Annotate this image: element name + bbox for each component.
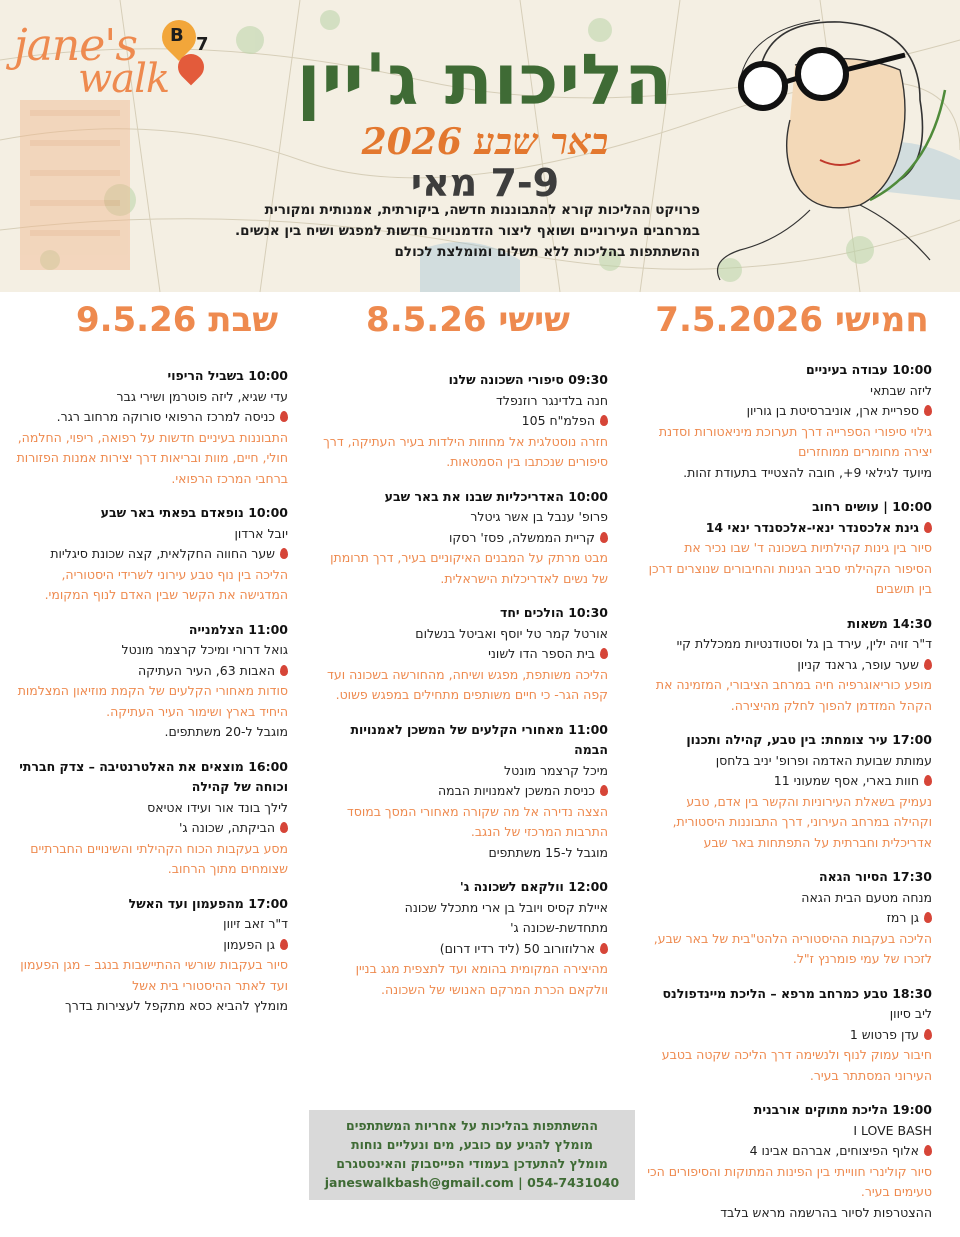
intro-line: במרחבים העירוניים ושואף ליצור הזדמנויות חדשות למפגש ושיח בין אנשים. xyxy=(235,223,700,239)
jane-jacobs-portrait-illustration xyxy=(700,10,950,280)
event-description: חיבור עמוק לנוף ולנשימה דרך הליכה שקטה בטבע העירוני המסתתר בעיר. xyxy=(661,1047,932,1083)
day-header-thursday: חמישי 7.5.2026 xyxy=(655,300,929,340)
event-title: 10:00 | עושים רחוב xyxy=(812,499,932,514)
event-guide: איילת קסיס ויובל בן ארי מתכלל שכונה מתחדשת-שכונה ג' xyxy=(404,899,608,935)
event-guide: ד"ר זאב זיוון xyxy=(223,916,288,931)
event-description: הצצה נדירה אל מה שקורה מאחורי המסך במוסד התרבות המרכזי של הנגב. xyxy=(346,803,608,839)
event-title: 10:00 האדריכליות שבנו את באר שבע xyxy=(384,488,608,504)
event-guide: אורטל קמר טל יוסף ואביטל בנשלום xyxy=(415,625,608,641)
event-description: התבוננות בעיניים חדשות על רפואה, ריפוי, החלמה, חולי, חיים, מוות ובריאות דרך יצירות אמנות הפזורות ברחבי המרכז הרפואי. xyxy=(16,429,288,486)
event-title: 17:00 מהפעמון ועד האשל xyxy=(128,895,288,911)
event-location: האבות 63, העיר העתיקה xyxy=(13,661,288,682)
event-item xyxy=(323,877,608,1000)
event-description: הליכה בין נוף טבע עירוני לשרידי היסטוריה, המדגישה את הקשר שבין האדם לנוף המקומי. xyxy=(44,566,288,602)
event-title: 10:30 הולכים יחד xyxy=(499,605,608,620)
event-note: מוגבל ל-20 משתתפים. xyxy=(164,724,288,739)
event-item xyxy=(647,360,932,483)
event-title: 18:30 טבע כמרחב מרפא – הליכת מיינדפולנס xyxy=(662,985,932,1001)
day-header-friday: שישי 8.5.26 xyxy=(366,300,570,340)
event-title: 16:00 מוצאים את האלטרנטיבה – צדק חברתי וכוחה של קהילה xyxy=(19,758,288,794)
event-location: עדן פרטוש 1 xyxy=(647,1025,932,1046)
event-item xyxy=(647,1100,932,1223)
event-description: מסע בעקבות הכוח הקהילתי והשינויים החברתיים שצומחים מתוך הרחוב. xyxy=(30,840,288,876)
event-dates: 7-9 מאי xyxy=(410,161,560,205)
logo-badge-letter: B xyxy=(170,25,184,46)
page-subtitle: באר שבע 2026 xyxy=(361,121,609,163)
logo-line-2: walk xyxy=(78,56,170,102)
event-location: חוות בארי, אסף שמעוני 11 xyxy=(647,771,932,792)
event-title: 17:00 עיר צומחת: בין טבע, קהילה ותכנון xyxy=(686,732,932,747)
event-guide: ד"ר זויה ילין, עירד בן גל וסטודנטיות ממכללת קיי xyxy=(676,636,932,651)
title-block xyxy=(250,40,720,204)
event-title: 10:00 בשביל הריפוי xyxy=(167,368,288,383)
event-location: ארלוזורוב 50 (ליד רדיו דרום) xyxy=(323,939,608,960)
event-item xyxy=(13,757,288,880)
event-location: גן רמז xyxy=(647,908,932,929)
event-location: שער עופר, גראנד קניון xyxy=(647,655,932,676)
event-item xyxy=(13,366,288,489)
event-description: מבט מרתק על המבנים האיקוניים בעיר, דרך תרומתן של נשים לאדריכלות הישראלית. xyxy=(330,550,608,586)
event-note: ההצטרפות לסיור בהרשמה מראש בלבד xyxy=(720,1204,932,1220)
event-item xyxy=(647,984,932,1087)
event-item xyxy=(323,603,608,706)
footer-line: מומלץ להגיע עם כובע, מים ונעליים נוחות xyxy=(351,1137,593,1152)
event-location: אלוף הפיצוחים, אברהם אבינו 4 xyxy=(647,1141,932,1162)
event-description: חזרה נוסטלגית אל מחוזות הילדות בעיר העתיקה, דרך סיפורים שנכתבו בין הסמטאות. xyxy=(323,433,608,469)
event-item xyxy=(13,503,288,606)
event-description: סיור בין גינות קהילתיות בשכונה ד' שבו נכיר את הסיפור הקהילתי סביב הגינות והחיבורים שנוצרים דרכן בין תושבים xyxy=(648,540,932,596)
event-description: סיור קולינרי חווייתי בין הפינות המתוקות והסיפורים הכי טעימים בעיר. xyxy=(647,1163,932,1199)
event-item xyxy=(647,614,932,717)
event-location: הפלמ"ח 105 xyxy=(323,411,608,432)
event-description: גילוי סיפורי הספרייה דרך תערוכת מיניאטורות וסדנת יצירה מחומרים ממוחזרים xyxy=(658,423,932,459)
event-title: 10:00 נופאדם בפאתי באר שבע xyxy=(100,505,288,520)
event-description: סודות מאחורי הקלעים של הקמת מוזיאון המצלמות היחיד בארץ ושימור העיר העתיקה. xyxy=(17,683,288,719)
schedule-column-friday xyxy=(323,370,608,1014)
event-title: 10:00 עבודה בעיניים xyxy=(805,362,932,377)
event-description: הליכה משותפת, מפגש ושיחה, מהחורשה בשכונה ועד קפה הגר- כי חיים משותפים מתחילים במפגש פשוט. xyxy=(327,666,608,702)
janes-walk-logo xyxy=(14,12,214,102)
schedule-column-thursday xyxy=(647,360,932,1237)
event-item xyxy=(647,497,932,600)
intro-line: ההשתתפות בהליכות ללא תשלום ומומלצת לכולם xyxy=(394,244,700,260)
event-title: 14:30 משאות xyxy=(847,615,932,631)
event-guide: מיכל קרצמר מונטל xyxy=(504,762,608,778)
event-item xyxy=(323,720,608,864)
event-title: 19:00 הליכת מתוקים אורבנית xyxy=(753,1102,932,1117)
event-title: 11:00 הצלמנייה xyxy=(188,621,288,637)
event-guide: פרופ' ענבל בן אשר גיטלר xyxy=(470,509,608,524)
intro-line: פרויקט ההליכות קורא להתבוננות חדשה, ביקורתית, אמנותית ומקורית xyxy=(264,202,700,218)
schedule-column-saturday xyxy=(13,366,288,1031)
event-guide: ליזה שבתאי xyxy=(870,382,932,398)
event-location: בית הספר הדו לשוני xyxy=(323,644,608,665)
event-location: כניסת המשכן לאמנויות הבמה xyxy=(323,781,608,802)
day-header-saturday: שבת 9.5.26 xyxy=(75,300,278,340)
event-description: סיור בעקבות שורשי ההתיישבות בנגב – מגן הפעמון ועד לאתר ההיסטורי בית אשל xyxy=(20,957,288,993)
event-guide: גואל דרורי ומיכל קרצמר מונטל xyxy=(121,642,288,657)
event-guide: ליב סיוון xyxy=(889,1006,932,1021)
event-item xyxy=(647,730,932,853)
event-description: מופע כוריאוגרפיה חיה במרחב הציבורי, המזמינה את הקהל המזדמן להפוך לחלק מהיצירה. xyxy=(655,677,932,713)
event-location: קריית הממשלה, פסז' רסקו xyxy=(323,528,608,549)
event-description: הליכה בעקבות ההיסטוריה הלהט"בית של באר שבע, לזכרו של עמי פומרנץ ז"ל. xyxy=(653,930,932,966)
participation-info-box xyxy=(309,1110,635,1200)
event-note: מוגבל ל-15 משתתפים xyxy=(488,844,608,860)
event-item xyxy=(323,370,608,473)
event-note: מומלץ להביא כסא מתקפל לעצירות בדרך xyxy=(65,998,288,1013)
event-note: מיועד לגילאי 9+, חובה להצטייד בתעודת זהות. xyxy=(683,464,932,480)
event-location: שער החווה החקלאית, קצה שכונת סיגליות xyxy=(13,544,288,565)
event-title: 09:30 סיפורי השכונה שלנו xyxy=(448,372,608,387)
logo-badge-number: 7 xyxy=(196,34,209,55)
event-title: 12:00 וולקאם לשכונה ג' xyxy=(459,879,608,894)
event-item xyxy=(323,487,608,590)
event-location: ספריית ארן, אוניברסיטת בן גוריון xyxy=(647,401,932,422)
event-item xyxy=(647,867,932,970)
event-guide: עדי שגיא, ליזה פוטרמן ושירי גבר xyxy=(116,388,288,404)
event-description: מהיצירה המקומית בהומא ועד לתצפית מגג בניין וולקאם הכרת המרקם האנושי של השכונה. xyxy=(355,961,608,997)
event-title: 17:30 הסיור הגאה xyxy=(819,869,932,884)
logo-line-1: jane's xyxy=(14,20,137,71)
event-guide: יובל ארדון xyxy=(234,525,288,541)
event-location: גינת אלכסנדר ינאי-אלכסנדר ינאי 14 xyxy=(647,518,932,539)
event-guide: עמותת שבועת האדמה ופרופ' יניב בלחסן xyxy=(715,752,932,768)
event-location: גן הפעמון xyxy=(13,935,288,956)
contact-info[interactable]: janeswalkbash@gmail.com | 054-7431040 xyxy=(324,1175,620,1190)
footer-line: מומלץ להתעדכן בעמודי הפייסבוק והאינסטגרם xyxy=(336,1156,608,1171)
event-description: נעמיק בשאלת העירוניות והקשר בין אדם, טבע וקהילה במרחב העירוני, דרך התבוננות היסטורית, אדריכלית וחברתית על התפתחות באר שבע xyxy=(672,793,932,850)
event-item xyxy=(13,894,288,1017)
footer-line: ההשתתפות בהליכות על אחריות המשתתפים xyxy=(346,1118,598,1133)
page-title: הליכות ג'יין xyxy=(296,39,674,121)
event-guide: מנחה מטעם הבית הגאה xyxy=(801,889,932,905)
event-location: הביקתה, שכונה ג' xyxy=(13,818,288,839)
event-location: כניסה למרכז הרפואי סורוקה מרחוב רגר. xyxy=(13,407,288,428)
header-banner xyxy=(0,0,960,292)
event-guide: I LOVE BASH xyxy=(853,1122,932,1138)
event-guide: לילך בונד אור ועידו אטיאס xyxy=(147,799,288,815)
event-title: 11:00 מאחורי הקלעים של המשכן לאמנויות הבמה xyxy=(350,721,608,757)
event-item xyxy=(13,620,288,743)
intro-text xyxy=(180,200,700,263)
event-guide: חנה בלדינגר רוזנפלד xyxy=(496,392,608,408)
